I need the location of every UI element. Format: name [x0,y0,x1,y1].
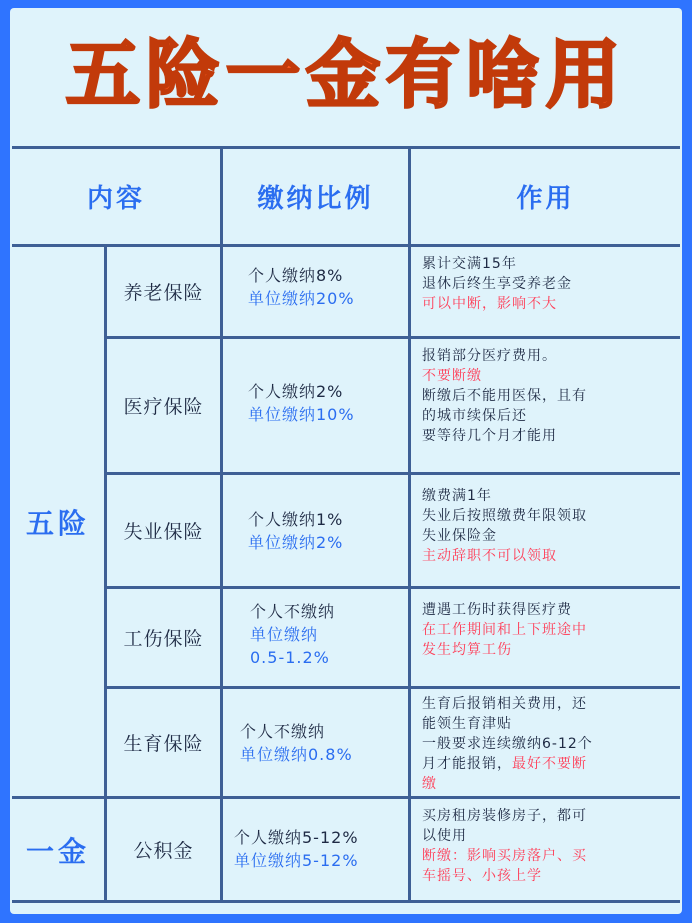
ratio-employer: 单位缴纳5-12% [234,851,359,870]
row-name: 失业保险 [123,521,204,543]
page-title: 五险一金有啥用 [66,32,626,118]
use-line-warning: 在工作期间和上下班途中 [422,622,587,638]
grid-line-v3 [408,146,411,902]
row-name: 公积金 [133,840,194,862]
row-name: 医疗保险 [123,396,204,418]
use-cell [422,694,674,794]
use-cell [422,600,674,660]
use-line: 的城市续保后还 [422,408,527,424]
use-line-warning: 可以中断，影响不大 [422,296,557,312]
grid-line-bottom [12,900,680,903]
ratio-employer: 单位缴纳0.8% [240,745,353,764]
use-line-mixed [422,754,674,774]
use-cell [422,254,674,314]
ratio-personal: 个人缴纳1% [248,510,344,529]
use-line-warning: 断缴：影响买房落户、买 [422,848,587,864]
ratio-cell [240,720,353,766]
use-line: 报销部分医疗费用。 [422,348,557,364]
ratio-employer-range: 0.5-1.2% [250,648,330,667]
ratio-employer: 单位缴纳2% [248,533,344,552]
use-line-warning: 不要断缴 [422,368,482,384]
group-one-fund: 一金 [25,834,90,868]
use-line: 一般要求连续缴纳6-12个 [422,736,593,752]
ratio-cell [248,508,343,554]
use-line: 生育后报销相关费用，还 [422,696,587,712]
use-line-warning: 缴 [422,776,437,792]
header-use: 作用 [516,184,575,214]
use-line: 买房租房装修房子，都可 [422,808,587,824]
use-line: 失业后按照缴费年限领取 [422,508,587,524]
use-line-text: 月才能报销， [422,756,512,772]
row-name: 生育保险 [123,733,204,755]
ratio-employer: 单位缴纳10% [248,405,355,424]
ratio-cell [234,826,359,872]
ratio-personal: 个人不缴纳 [250,602,336,621]
use-line-warning: 最好不要断 [512,756,587,772]
use-line-warning: 车摇号、小孩上学 [422,868,542,884]
use-line-warning: 发生均算工伤 [422,642,512,658]
ratio-cell [248,264,355,310]
row-name: 养老保险 [123,282,204,304]
use-line: 缴费满1年 [422,488,492,504]
grid-line-v2 [220,244,223,902]
ratio-cell [250,600,335,669]
use-line: 失业保险金 [422,528,497,544]
row-name: 工伤保险 [123,628,204,650]
use-line-warning: 主动辞职不可以领取 [422,548,557,564]
group-five-insurances: 五险 [25,506,90,540]
info-card [10,8,682,914]
use-cell [422,486,674,566]
use-line: 遭遇工伤时获得医疗费 [422,602,572,618]
use-line: 能领生育津贴 [422,716,512,732]
ratio-cell [248,380,355,426]
header-ratio: 缴纳比例 [257,184,374,214]
ratio-personal: 个人缴纳8% [248,266,344,285]
use-line: 以使用 [422,828,467,844]
use-line: 退休后终生享受养老金 [422,276,572,292]
use-cell [422,346,674,446]
ratio-employer: 单位缴纳 [250,625,319,644]
ratio-personal: 个人不缴纳 [240,722,326,741]
use-line: 要等待几个月才能用 [422,428,557,444]
ratio-personal: 个人缴纳2% [248,382,344,401]
header-content: 内容 [86,184,145,214]
ratio-personal: 个人缴纳5-12% [234,828,359,847]
use-line: 累计交满15年 [422,256,517,272]
use-cell [422,806,674,886]
use-line: 断缴后不能用医保，且有 [422,388,587,404]
ratio-employer: 单位缴纳20% [248,289,355,308]
